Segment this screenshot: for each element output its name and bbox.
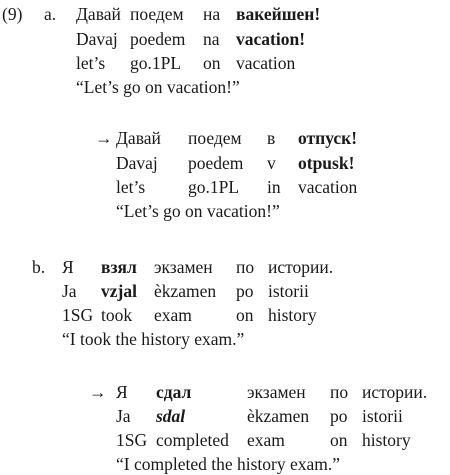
free-translation: “Let’s go on vacation!”	[116, 201, 280, 221]
gloss-word: poedem	[130, 29, 186, 49]
gloss-word: экзамен	[247, 382, 306, 402]
gloss-word: vacation	[236, 53, 296, 73]
gloss-word: let’s	[116, 177, 146, 197]
gloss-word-highlight: взял	[101, 257, 137, 277]
gloss-word: exam	[247, 430, 285, 450]
gloss-word-highlight: sdal	[156, 406, 186, 426]
gloss-word: 1SG	[116, 430, 148, 450]
gloss-word: в	[267, 128, 276, 148]
gloss-word: completed	[156, 430, 229, 450]
gloss-word: поедем	[130, 4, 184, 24]
gloss-word: go.1PL	[188, 177, 240, 197]
gloss-word: 1SG	[62, 305, 94, 325]
gloss-word: go.1PL	[130, 53, 182, 73]
gloss-word: Давай	[76, 4, 121, 24]
gloss-word: took	[101, 305, 133, 325]
gloss-word: po	[330, 406, 348, 426]
example-label-a: a.	[44, 4, 57, 24]
example-label-b: b.	[32, 257, 46, 277]
gloss-word: Davaj	[76, 29, 118, 49]
gloss-word: in	[267, 177, 281, 197]
gloss-word: Я	[62, 257, 74, 277]
gloss-word: Ja	[116, 406, 131, 426]
gloss-word-highlight: vzjal	[101, 281, 137, 301]
gloss-word: on	[236, 305, 254, 325]
gloss-word: istorii	[268, 281, 309, 301]
gloss-word: по	[236, 257, 255, 277]
gloss-word: экзамен	[154, 257, 213, 277]
gloss-word: v	[267, 153, 276, 173]
gloss-word: истории.	[268, 257, 334, 277]
gloss-word-highlight: отпуск!	[298, 128, 358, 148]
gloss-word: poedem	[188, 153, 244, 173]
gloss-word: on	[203, 53, 221, 73]
example-number: (9)	[2, 4, 23, 24]
gloss-word: on	[330, 430, 348, 450]
gloss-word-highlight: vacation!	[236, 29, 306, 49]
gloss-word: Давай	[116, 128, 161, 148]
free-translation: “I took the history exam.”	[62, 329, 245, 349]
gloss-word: поедем	[188, 128, 242, 148]
arrow-icon: →	[89, 382, 107, 402]
gloss-word: Ja	[62, 281, 77, 301]
gloss-word: èkzamen	[247, 406, 310, 426]
gloss-word: на	[203, 4, 221, 24]
gloss-word: po	[236, 281, 254, 301]
gloss-word: na	[203, 29, 220, 49]
gloss-word: истории.	[362, 382, 428, 402]
gloss-word-highlight: сдал	[156, 382, 192, 402]
gloss-word: exam	[154, 305, 192, 325]
gloss-word: istorii	[362, 406, 403, 426]
gloss-word: Davaj	[116, 153, 158, 173]
gloss-word-highlight: вакейшен!	[236, 4, 321, 24]
free-translation: “I completed the history exam.”	[116, 454, 341, 474]
arrow-icon: →	[95, 128, 113, 148]
gloss-word: èkzamen	[154, 281, 217, 301]
free-translation: “Let’s go on vacation!”	[76, 77, 240, 97]
gloss-word: Я	[116, 382, 128, 402]
gloss-word: vacation	[298, 177, 358, 197]
gloss-word: let’s	[76, 53, 106, 73]
gloss-word-highlight: otpusk!	[298, 153, 355, 173]
gloss-word: history	[268, 305, 317, 325]
gloss-word: history	[362, 430, 411, 450]
gloss-word: по	[330, 382, 349, 402]
